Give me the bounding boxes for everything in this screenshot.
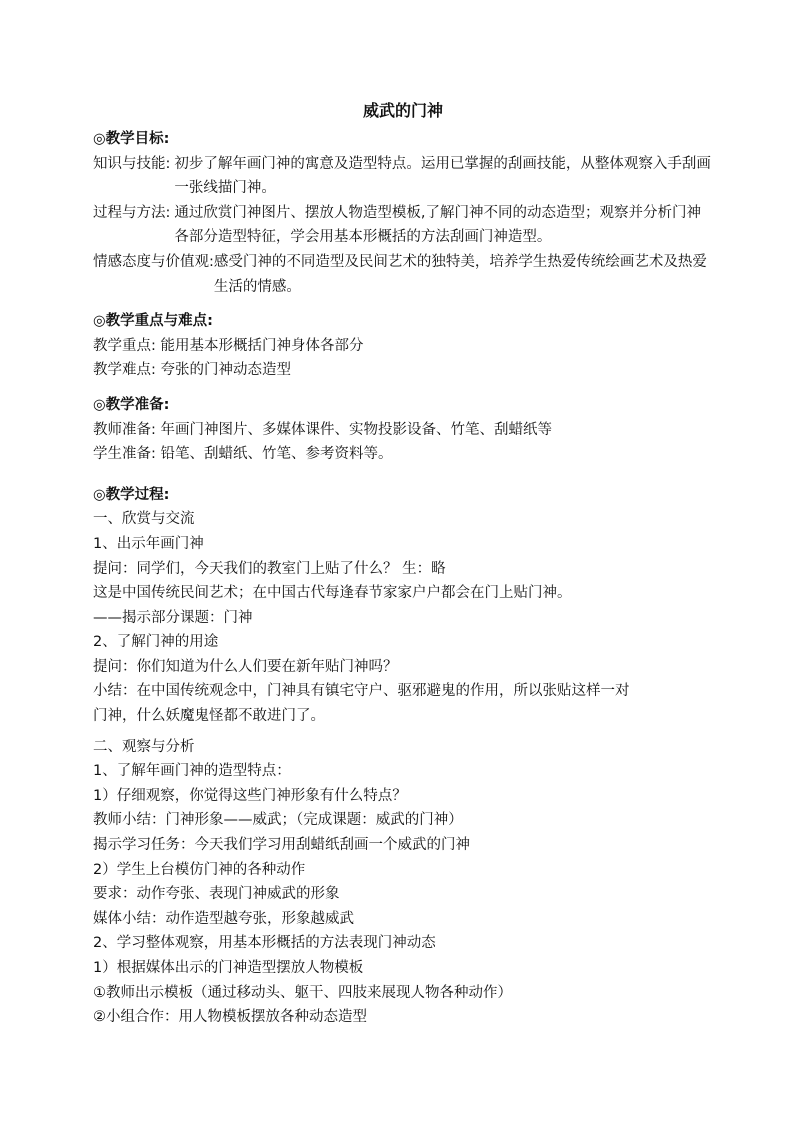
process-line: 1）根据媒体出示的门神造型摆放人物模板 [93, 960, 364, 976]
summary-line-a: 小结：在中国传统观念中，门神具有镇宅守户、驱邪避鬼的作用，所以张贴这样一对 [93, 683, 630, 700]
process-part2 [93, 735, 713, 1030]
key-points-heading: ◎教学重点与难点: [93, 313, 213, 330]
goal-process-label: 过程与方法: [93, 204, 171, 221]
goal-emotion-label: 情感态度与价值观: [93, 253, 214, 270]
goal-knowledge-text: 初步了解年画门神的寓意及造型特点。运用已掌握的刮画技能，从整体观察入手刮画一张线描门神。 [174, 155, 711, 197]
goal-knowledge [93, 152, 713, 201]
student-prep-line: 学生准备: 铅笔、刮蜡纸、竹笔、参考资料等。 [93, 446, 393, 463]
process-line: 一、欣赏与交流 [93, 511, 195, 528]
difficulty-line: 教学难点: 夸张的门神动态造型 [93, 362, 291, 379]
process-line: 提问：同学们，今天我们的教室门上贴了什么？ 生：略 [93, 560, 446, 577]
process-line: 揭示学习任务：今天我们学习用刮蜡纸刮画一个威武的门神 [93, 837, 470, 854]
goal-emotion-text: 感受门神的不同造型及民间艺术的独特美，培养学生热爱传统绘画艺术及热爱生活的情感。 [213, 253, 707, 295]
process-line: 1）仔细观察，你觉得这些门神形象有什么特点？ [93, 787, 407, 804]
document-title: 威武的门神 [362, 101, 443, 120]
teacher-prep-line: 教师准备: 年画门神图片、多媒体课件、实物投影设备、竹笔、刮蜡纸等 [93, 421, 552, 438]
key-point-line: 教学重点: 能用基本形概括门神身体各部分 [93, 337, 364, 354]
summary-line-b: 门神，什么妖魔鬼怪都不敢进门了。 [93, 708, 325, 725]
process-line: ②小组合作：用人物模板摆放各种动态造型 [93, 1009, 367, 1026]
process-line: 提问：你们知道为什么人们要在新年贴门神吗？ [93, 658, 398, 675]
process-line: 1、了解年画门神的造型特点： [93, 763, 291, 780]
document-page [93, 96, 713, 1030]
process-line: 这是中国传统民间艺术；在中国古代每逢春节家家户户都会在门上贴门神。 [93, 585, 572, 602]
process-line: 要求：动作夸张、表现门神威武的形象 [93, 886, 340, 903]
goal-process-text: 通过欣赏门神图片、摆放人物造型模板,了解门神不同的动态造型；观察并分析门神各部分造型特征，学会用基本形概括的方法刮画门神造型。 [174, 204, 701, 246]
goal-emotion [93, 250, 713, 299]
process-line: 2）学生上台模仿门神的各种动作 [93, 861, 306, 878]
process-line: 教师小结：门神形象——威武；（完成课题：威武的门神） [93, 812, 463, 829]
process-line: 1、出示年画门神 [93, 535, 204, 552]
process-line: 2、了解门神的用途 [93, 634, 219, 651]
goal-knowledge-label: 知识与技能: [93, 155, 171, 172]
preparation-heading: ◎教学准备: [93, 396, 170, 413]
process-line: 媒体小结：动作造型越夸张，形象越威武 [93, 910, 354, 927]
process-part1 [93, 507, 713, 679]
process-line: ——揭示部分课题：门神 [93, 609, 253, 626]
goal-process [93, 201, 713, 250]
process-line: ①教师出示模板（通过移动头、躯干、四肢来展现人物各种动作） [93, 984, 512, 1001]
process-heading: ◎教学过程: [93, 486, 170, 503]
process-line: 2、学习整体观察，用基本形概括的方法表现门神动态 [93, 935, 436, 952]
goals-heading: ◎教学目标: [93, 131, 170, 147]
process-line: 二、观察与分析 [93, 738, 195, 755]
